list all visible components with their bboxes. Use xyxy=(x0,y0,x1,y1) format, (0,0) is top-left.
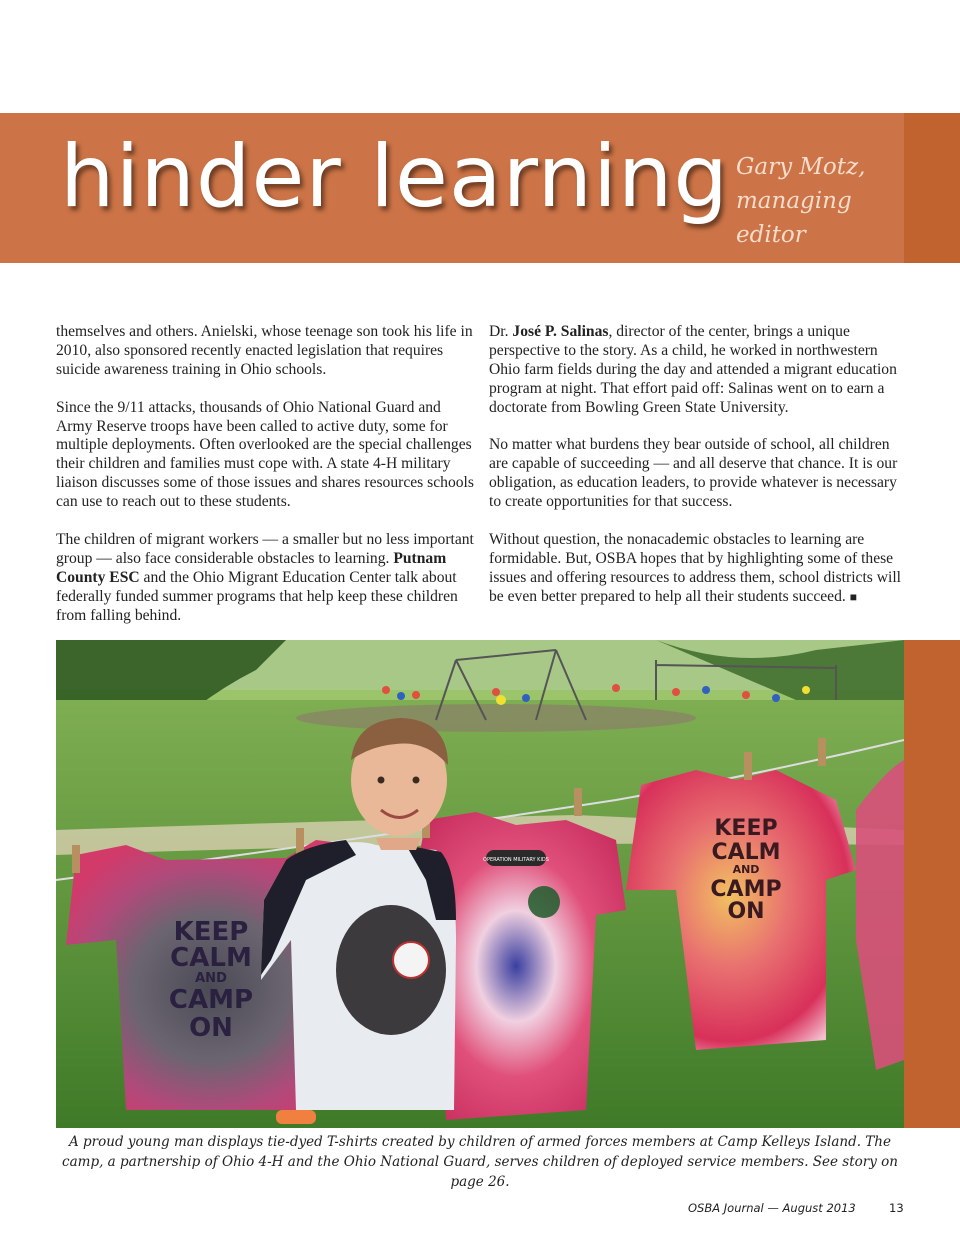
paragraph-text: The children of migrant workers — a smaller but no less important group — also face considerable obstacles to learning. xyxy=(56,530,474,567)
article-title: hinder learning xyxy=(60,127,729,227)
shirt-text-line: ON xyxy=(727,899,765,924)
byline-role: managing editor xyxy=(736,188,852,248)
photo-caption: A proud young man displays tie-dyed T-shirts created by children of armed forces members at Camp Kelleys Island. The camp, a partnership of Ohio 4-H and the Ohio National Guard, serves children of deployed service members. See story on page 26. xyxy=(62,1134,898,1190)
photo-illustration xyxy=(56,640,904,1128)
article-photo xyxy=(56,640,904,1128)
baseball-icon xyxy=(393,942,429,978)
shirt-text-line: AND xyxy=(195,971,227,986)
paragraph-text: , director of the center, brings a unique perspective to the story. As a child, he worked in northwestern Ohio farm fields during the day and attended a migrant education program at night. That effort paid off: Salinas went on to earn a doctorate from Bowling Green State University. xyxy=(489,323,897,416)
paragraph-text: Dr. xyxy=(489,323,509,340)
end-mark-icon: ■ xyxy=(849,589,857,604)
page-number: 13 xyxy=(889,1201,904,1215)
byline-name: Gary Motz, xyxy=(736,154,866,180)
shirt-text-line: CALM xyxy=(711,840,781,865)
shirt-badge-text: OPERATION MILITARY KIDS xyxy=(483,857,549,863)
paragraph: Since the 9/11 attacks, thousands of Ohio National Guard and Army Reserve troops have been called to active duty, some for multiple deployments. Often overlooked are the special challenges their children and families must cope with. A state 4-H military liaison discusses some of those issues and shares resources schools can use to reach out to these students. xyxy=(56,398,474,511)
left-column xyxy=(56,323,474,644)
shirt-text-line: CALM xyxy=(170,943,252,973)
shirt-text-line: AND xyxy=(732,863,760,876)
shirt-text-line: CAMP xyxy=(710,877,782,902)
shirt-text-line: ON xyxy=(189,1013,233,1043)
shirt-text-line: CAMP xyxy=(168,985,254,1015)
clover-icon xyxy=(528,886,560,918)
right-column xyxy=(489,323,907,625)
paragraph xyxy=(489,323,907,418)
paragraph: themselves and others. Anielski, whose teenage son took his life in 2010, also sponsored recently enacted legislation that requires suicide awareness training in Ohio schools. xyxy=(56,323,473,378)
paragraph xyxy=(56,531,474,626)
paragraph-text: and the Ohio Migrant Education Center talk about federally funded summer programs that help keep these children from falling behind. xyxy=(56,568,458,624)
bold-name: José P. Salinas xyxy=(512,323,609,340)
photo-accent-bar xyxy=(904,640,960,1128)
paragraph: No matter what burdens they bear outside of school, all children are capable of succeeding — and all deserve that chance. It is our obligation, as education leaders, to provide whatever is necessary to create opportunities for that success. xyxy=(489,436,898,511)
footer-journal: OSBA Journal — August 2013 xyxy=(688,1201,856,1215)
bold-name: Putnam County ESC xyxy=(56,549,447,586)
paragraph xyxy=(489,531,907,607)
banner-accent-bar xyxy=(904,113,960,263)
baseball-glove-print xyxy=(336,905,446,1035)
shirt-text-line: KEEP xyxy=(173,917,249,947)
shirt-text-line: KEEP xyxy=(714,816,778,841)
byline xyxy=(736,150,906,252)
paragraph-text: Without question, the nonacademic obstacles to learning are formidable. But, OSBA hopes that by highlighting some of these issues and offering resources to address them, school districts will be even better prepared to help all their students succeed. xyxy=(489,530,902,605)
